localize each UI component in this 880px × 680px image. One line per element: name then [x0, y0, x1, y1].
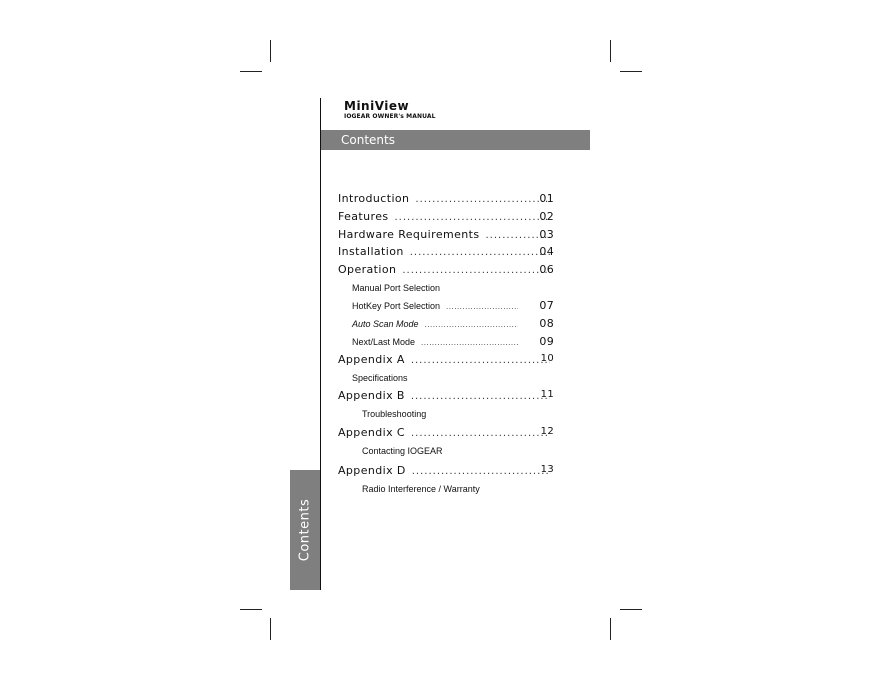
- side-section-tab: [290, 470, 320, 590]
- toc-entry-appendix-d[interactable]: [338, 464, 554, 477]
- toc-page-number: 01: [539, 192, 554, 205]
- brand-logo: [344, 100, 436, 120]
- toc-entry-label: Operation: [338, 263, 397, 276]
- crop-mark: [270, 618, 271, 640]
- toc-entry-label: Appendix C: [338, 426, 405, 439]
- toc-page-number: 09: [539, 335, 554, 348]
- contents-header-bar: [321, 130, 590, 150]
- brand-subtitle: IOGEAR OWNER's MANUAL: [344, 113, 436, 120]
- toc-entry-label: Radio Interference / Warranty: [362, 484, 480, 494]
- toc-entry-label: Auto Scan Mode: [352, 319, 419, 329]
- crop-mark: [620, 71, 642, 72]
- crop-mark: [610, 40, 611, 62]
- toc-page-number: 11: [540, 389, 554, 400]
- toc-subentry-manual-port[interactable]: [352, 283, 440, 293]
- toc-entry-label: Manual Port Selection: [352, 283, 441, 293]
- toc-page-number: 07: [539, 299, 554, 312]
- toc-leader-dots: [446, 302, 518, 311]
- page-title: Contents: [341, 133, 395, 147]
- toc-entry-installation[interactable]: [338, 245, 554, 258]
- toc-entry-label: Features: [338, 210, 389, 223]
- toc-entry-label: HotKey Port Selection: [352, 301, 441, 311]
- toc-subentry-auto-scan[interactable]: [352, 319, 522, 329]
- toc-page-number: 12: [540, 426, 554, 437]
- toc-subentry-troubleshooting[interactable]: [362, 409, 426, 419]
- toc-subentry-radio-interference[interactable]: [362, 484, 480, 494]
- toc-leader-dots: [395, 212, 551, 223]
- toc-leader-dots: [415, 194, 550, 205]
- toc-entry-label: Installation: [338, 245, 404, 258]
- toc-leader-dots: [410, 247, 550, 258]
- toc-page-number: 03: [539, 228, 554, 241]
- crop-mark: [240, 609, 262, 610]
- toc-page-number: 04: [539, 245, 554, 258]
- toc-page-number: 02: [539, 210, 554, 223]
- toc-entry-features[interactable]: [338, 210, 554, 223]
- toc-entry-label: Troubleshooting: [362, 409, 427, 419]
- toc-entry-label: Hardware Requirements: [338, 228, 480, 241]
- toc-entry-operation[interactable]: [338, 263, 554, 276]
- toc-entry-label: Appendix B: [338, 389, 405, 402]
- toc-leader-dots: [411, 391, 550, 402]
- toc-page-number: 08: [539, 317, 554, 330]
- toc-entry-appendix-a[interactable]: [338, 353, 554, 366]
- crop-mark: [610, 618, 611, 640]
- toc-entry-label: Next/Last Mode: [352, 337, 416, 347]
- page-margin-rule: [320, 98, 321, 590]
- brand-name: MiniView: [344, 99, 410, 113]
- toc-leader-dots: [421, 338, 518, 347]
- toc-subentry-hotkey-port[interactable]: [352, 301, 522, 311]
- side-tab-label: Contents: [297, 498, 313, 562]
- toc-leader-dots: [402, 265, 550, 276]
- toc-entry-hardware[interactable]: [338, 228, 554, 241]
- toc-leader-dots: [411, 428, 550, 439]
- toc-entry-label: Introduction: [338, 192, 410, 205]
- toc-page-number: 06: [539, 263, 554, 276]
- toc-subentry-specifications[interactable]: [352, 373, 408, 383]
- toc-entry-label: Specifications: [352, 373, 408, 383]
- crop-mark: [620, 609, 642, 610]
- crop-mark: [270, 40, 271, 62]
- toc-leader-dots: [411, 355, 550, 366]
- toc-leader-dots: [425, 320, 518, 329]
- crop-mark: [240, 71, 262, 72]
- toc-subentry-next-last[interactable]: [352, 337, 522, 347]
- toc-page-number: 10: [540, 353, 554, 364]
- toc-entry-label: Appendix D: [338, 464, 406, 477]
- toc-leader-dots: [412, 466, 550, 477]
- toc-page-number: 13: [540, 464, 554, 475]
- toc-entry-label: Appendix A: [338, 353, 405, 366]
- toc-entry-label: Contacting IOGEAR: [362, 446, 443, 456]
- toc-entry-introduction[interactable]: [338, 192, 554, 205]
- toc-subentry-contacting[interactable]: [362, 446, 443, 456]
- toc-entry-appendix-c[interactable]: [338, 426, 554, 439]
- toc-entry-appendix-b[interactable]: [338, 389, 554, 402]
